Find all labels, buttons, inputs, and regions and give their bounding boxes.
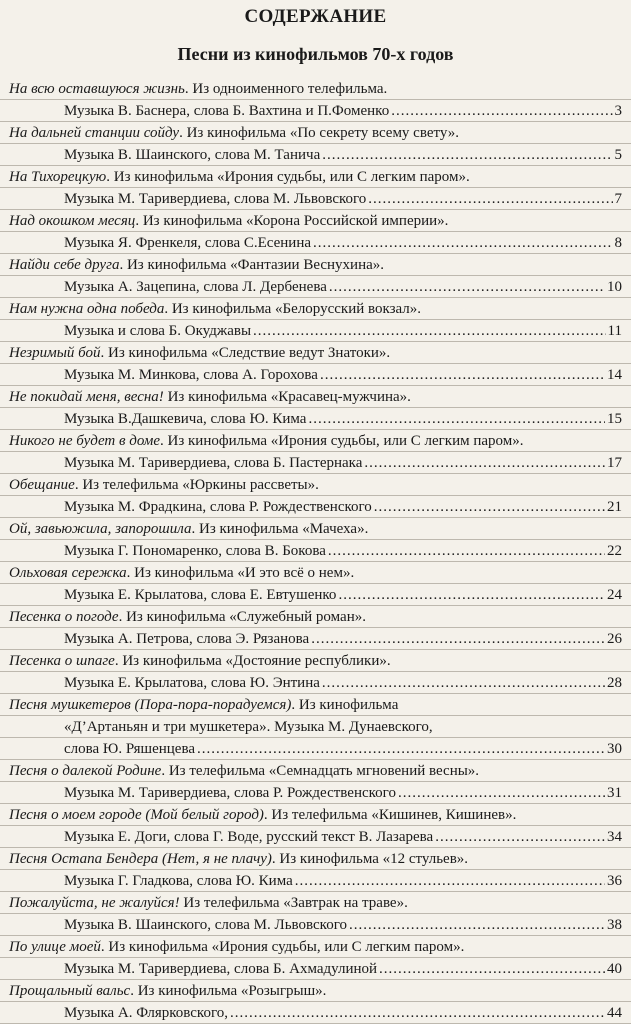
song-title: Песня о моем городе (Мой белый город): [9, 807, 264, 823]
song-source: . Из кинофильма: [291, 697, 398, 713]
toc-entry-credits: [0, 408, 631, 430]
dot-leader: [253, 320, 606, 341]
toc-entry-heading: [0, 210, 631, 232]
toc-entry-credits: [0, 144, 631, 166]
song-title: Песня о далекой Родине: [9, 763, 161, 779]
toc-entry-credits: [0, 584, 631, 606]
credits-text: Музыка Е. Крылатова, слова Е. Евтушенко: [64, 584, 336, 605]
page-number: 21: [607, 496, 631, 517]
credits-text: Музыка М. Таривердиева, слова Б. Пастернака: [64, 452, 362, 473]
toc-entry: [0, 298, 631, 342]
page-number: 44: [607, 1002, 631, 1023]
page-number: 15: [607, 408, 631, 429]
song-source: . Из кинофильма «Ирония судьбы, или С легким паром».: [101, 939, 465, 955]
dot-leader: [398, 782, 605, 803]
dot-leader: [322, 672, 605, 693]
song-title: Найди себе друга: [9, 257, 119, 273]
dot-leader: [295, 870, 605, 891]
toc-entry-credits: [0, 364, 631, 386]
credits-text: Музыка В. Баснера, слова Б. Вахтина и П.Фоменко: [64, 100, 389, 121]
song-title: Песня мушкетеров (Пора-пора-порадуемся): [9, 697, 291, 713]
song-source: . Из кинофильма «Достояние республики».: [115, 653, 391, 669]
toc-entry-heading: [0, 298, 631, 320]
song-source: . Из кинофильма «Фантазии Веснухина».: [119, 257, 384, 273]
credits-text: Музыка А. Петрова, слова Э. Рязанова: [64, 628, 309, 649]
song-title: Ой, завьюжила, запорошила: [9, 521, 191, 537]
credits-text: Музыка А. Флярковского,: [64, 1002, 228, 1023]
toc-entry-credits: [0, 672, 631, 694]
toc-entry-heading: [0, 980, 631, 1002]
toc-entry-credits: [0, 276, 631, 298]
page-number: 3: [615, 100, 631, 121]
page-number: 26: [607, 628, 631, 649]
page-number: 34: [607, 826, 631, 847]
toc-entry: [0, 122, 631, 166]
toc-entry-heading: [0, 342, 631, 364]
toc-entry-credits: [0, 826, 631, 848]
toc-entry: [0, 650, 631, 694]
song-title: Прощальный вальс: [9, 983, 130, 999]
song-title: На Тихорецкую: [9, 169, 106, 185]
page-number: 8: [615, 232, 631, 253]
toc-entry-credits: [0, 452, 631, 474]
page-number: 11: [608, 320, 631, 341]
song-title: Над окошком месяц: [9, 213, 135, 229]
song-source: . Из кинофильма «Розыгрыш».: [130, 983, 326, 999]
toc-entry: [0, 518, 631, 562]
toc-entry-heading: [0, 694, 631, 716]
toc-entry-credits: [0, 628, 631, 650]
song-title: Незримый бой: [9, 345, 100, 361]
credits-text: Музыка М. Минкова, слова А. Горохова: [64, 364, 318, 385]
dot-leader: [364, 452, 605, 473]
toc-entry-heading: [0, 892, 631, 914]
toc-entry: [0, 254, 631, 298]
toc-entry-credits: [0, 320, 631, 342]
toc-entry: [0, 342, 631, 386]
toc-entry-credits: [0, 958, 631, 980]
toc-entry-heading: [0, 430, 631, 452]
credits-text: «Д’Артаньян и три мушкетера». Музыка М. Дунаевского,: [64, 716, 433, 737]
toc-entry-heading: [0, 474, 631, 496]
dot-leader: [322, 144, 612, 165]
song-title: Никого не будет в доме: [9, 433, 160, 449]
song-title: На всю оставшуюся жизнь: [9, 81, 185, 97]
song-source: . Из кинофильма «И это всё о нем».: [127, 565, 355, 581]
dot-leader: [435, 826, 605, 847]
page-number: 28: [607, 672, 631, 693]
toc-entry: [0, 848, 631, 892]
page-number: 10: [607, 276, 631, 297]
song-title: Песня Остапа Бендера (Нет, я не плачу): [9, 851, 272, 867]
toc-entry-credits: [0, 1002, 631, 1024]
song-title: Песенка о шпаге: [9, 653, 115, 669]
toc-entry-credits: [0, 100, 631, 122]
toc-entry-heading: [0, 78, 631, 100]
toc-entry: [0, 430, 631, 474]
toc-entry: [0, 694, 631, 760]
page-number: 31: [607, 782, 631, 803]
toc-entry: [0, 936, 631, 980]
credits-text: Музыка Г. Гладкова, слова Ю. Кима: [64, 870, 293, 891]
song-source: . Из кинофильма «Ирония судьбы, или С легким паром».: [106, 169, 470, 185]
toc-entry-credits: [0, 232, 631, 254]
song-source: . Из кинофильма «Служебный роман».: [119, 609, 366, 625]
page-number: 17: [607, 452, 631, 473]
dot-leader: [368, 188, 612, 209]
toc-entry-heading: [0, 936, 631, 958]
toc-entry: [0, 78, 631, 122]
credits-text: Музыка Г. Пономаренко, слова В. Бокова: [64, 540, 326, 561]
toc-entry-credits: [0, 914, 631, 936]
dot-leader: [349, 914, 605, 935]
toc-entry: [0, 562, 631, 606]
song-source: . Из телефильма «Юркины рассветы».: [75, 477, 319, 493]
toc-entry-heading: [0, 804, 631, 826]
page-number: 38: [607, 914, 631, 935]
song-title: Не покидай меня, весна!: [9, 389, 164, 405]
toc-entry-heading: [0, 122, 631, 144]
credits-text: Музыка Е. Крылатова, слова Ю. Энтина: [64, 672, 320, 693]
song-source: . Из кинофильма «Белорусский вокзал».: [164, 301, 421, 317]
toc-entry-heading: [0, 650, 631, 672]
toc-entry-credits: [0, 870, 631, 892]
song-title: Пожалуйста, не жалуйся!: [9, 895, 180, 911]
song-title: Обещание: [9, 477, 75, 493]
song-source: . Из телефильма «Кишинев, Кишинев».: [264, 807, 516, 823]
toc-entry-heading: [0, 518, 631, 540]
dot-leader: [328, 540, 605, 561]
toc-entry: [0, 606, 631, 650]
toc-entry: [0, 386, 631, 430]
toc-entry-heading: [0, 606, 631, 628]
credits-text: Музыка В. Шаинского, слова М. Танича: [64, 144, 320, 165]
toc-entry-heading: [0, 386, 631, 408]
page-number: 14: [607, 364, 631, 385]
toc-entry-credits: [0, 188, 631, 210]
song-title: По улице моей: [9, 939, 101, 955]
song-title: Ольховая сережка: [9, 565, 127, 581]
toc-entry: [0, 474, 631, 518]
toc-entry-heading: [0, 562, 631, 584]
page-number: 30: [607, 738, 631, 759]
page-number: 40: [607, 958, 631, 979]
page-number: 5: [615, 144, 631, 165]
dot-leader: [338, 584, 605, 605]
credits-text: Музыка М. Таривердиева, слова Р. Рождественского: [64, 782, 396, 803]
toc-entry: [0, 760, 631, 804]
toc-entry-heading: [0, 848, 631, 870]
credits-text: слова Ю. Ряшенцева: [64, 738, 195, 759]
song-source: . Из кинофильма «Корона Российской империи».: [135, 213, 448, 229]
dot-leader: [320, 364, 605, 385]
toc-entry: [0, 166, 631, 210]
toc-entry-credits: [0, 540, 631, 562]
song-source: . Из кинофильма «Мачеха».: [191, 521, 368, 537]
page-title: СОДЕРЖАНИЕ: [0, 6, 631, 28]
song-source: Из кинофильма «Красавец-мужчина».: [164, 389, 411, 405]
dot-leader: [308, 408, 605, 429]
toc-entry: [0, 804, 631, 848]
toc-entry-credits: [0, 496, 631, 518]
song-source: . Из кинофильма «12 стульев».: [272, 851, 468, 867]
credits-text: Музыка и слова Б. Окуджавы: [64, 320, 251, 341]
page-number: 36: [607, 870, 631, 891]
song-title: На дальней станции сойду: [9, 125, 179, 141]
song-source: . Из кинофильма «По секрету всему свету».: [179, 125, 459, 141]
credits-text: Музыка М. Фрадкина, слова Р. Рождественского: [64, 496, 372, 517]
credits-text: Музыка М. Таривердиева, слова Б. Ахмадулиной: [64, 958, 377, 979]
dot-leader: [313, 232, 612, 253]
toc-entry: [0, 210, 631, 254]
toc-entry-credits: [0, 716, 631, 738]
credits-text: Музыка В.Дашкевича, слова Ю. Кима: [64, 408, 306, 429]
dot-leader: [230, 1002, 605, 1023]
credits-text: Музыка Е. Доги, слова Г. Воде, русский текст В. Лазарева: [64, 826, 433, 847]
toc-entry-heading: [0, 254, 631, 276]
toc-entry-credits: [0, 738, 631, 760]
section-title: Песни из кинофильмов 70-х годов: [0, 44, 631, 65]
dot-leader: [379, 958, 605, 979]
toc-list: [0, 78, 631, 1024]
credits-text: Музыка В. Шаинского, слова М. Львовского: [64, 914, 347, 935]
toc-entry: [0, 980, 631, 1024]
credits-text: Музыка М. Таривердиева, слова М. Львовского: [64, 188, 366, 209]
song-title: Нам нужна одна победа: [9, 301, 164, 317]
page-number: 7: [615, 188, 631, 209]
dot-leader: [391, 100, 612, 121]
toc-entry: [0, 892, 631, 936]
toc-entry-credits: [0, 782, 631, 804]
page-number: 24: [607, 584, 631, 605]
song-title: Песенка о погоде: [9, 609, 119, 625]
dot-leader: [311, 628, 605, 649]
dot-leader: [197, 738, 605, 759]
credits-text: Музыка А. Зацепина, слова Л. Дербенева: [64, 276, 327, 297]
page-number: 22: [607, 540, 631, 561]
dot-leader: [329, 276, 605, 297]
dot-leader: [374, 496, 605, 517]
song-source: . Из телефильма «Семнадцать мгновений весны».: [161, 763, 479, 779]
credits-text: Музыка Я. Френкеля, слова С.Есенина: [64, 232, 311, 253]
song-source: . Из кинофильма «Следствие ведут Знатоки».: [100, 345, 390, 361]
toc-entry-heading: [0, 166, 631, 188]
song-source: Из телефильма «Завтрак на траве».: [180, 895, 408, 911]
toc-entry-heading: [0, 760, 631, 782]
song-source: . Из одноименного телефильма.: [185, 81, 387, 97]
song-source: . Из кинофильма «Ирония судьбы, или С легким паром».: [160, 433, 524, 449]
